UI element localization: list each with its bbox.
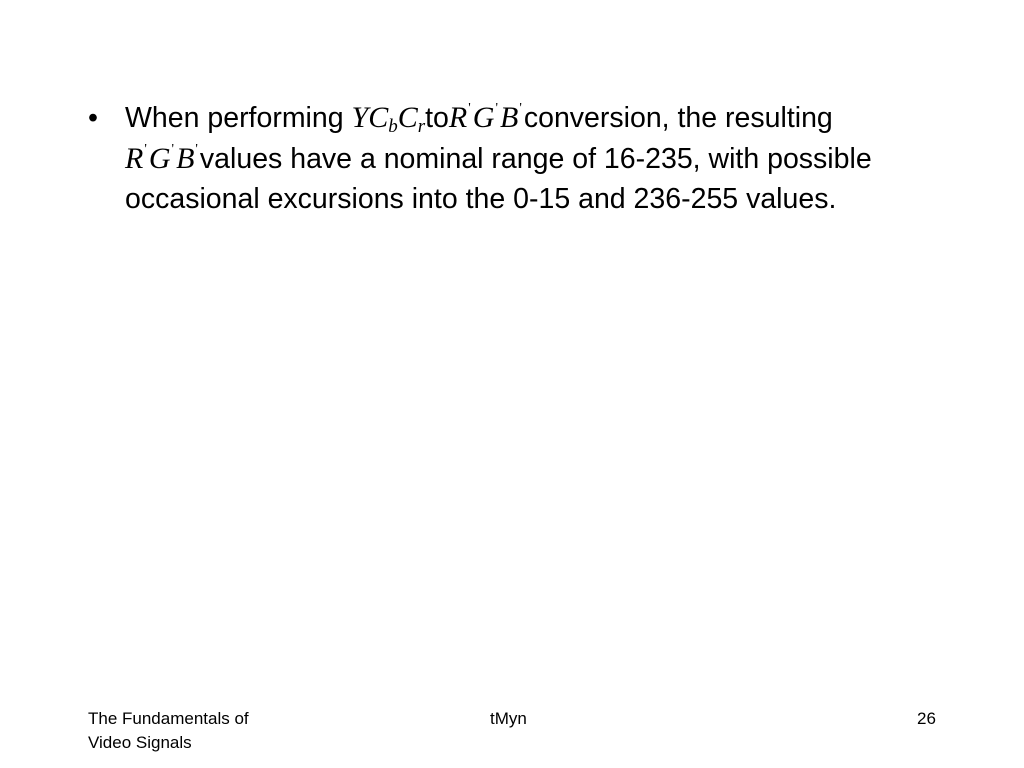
rgb1-b: B <box>499 101 519 134</box>
rgb1-g: G <box>472 101 495 134</box>
bullet-text-1: When performing <box>125 102 352 134</box>
footer-author: tMyn <box>490 709 527 728</box>
rgb2-b: B <box>176 141 195 175</box>
bullet-text-3: conversion, the resulting <box>523 102 833 134</box>
footer-title-line-1: The Fundamentals of <box>88 709 249 728</box>
bullet-item <box>88 98 918 220</box>
page-number: 26 <box>917 709 936 728</box>
footer-title <box>88 707 308 755</box>
ycbcr-formula <box>351 101 426 137</box>
rgb1-r: R <box>448 101 468 134</box>
ycbcr-sub-b: b <box>388 116 398 137</box>
rgb1-b-prime: ' <box>519 101 522 116</box>
ycbcr-y: Y <box>351 101 369 134</box>
rgb2-r: R <box>125 141 144 175</box>
rgb-prime-formula-2 <box>125 142 200 175</box>
rgb2-g-prime: ' <box>171 141 175 157</box>
rgb1-g-prime: ' <box>495 101 498 116</box>
ycbcr-sub-r: r <box>417 116 426 137</box>
rgb-prime-formula-1 <box>449 101 524 134</box>
bullet-list <box>88 98 918 220</box>
rgb2-g: G <box>148 141 171 175</box>
bullet-text-4: values have a nominal range of 16-235, with possible occasional excursions into the 0-15 and 236-255 values. <box>125 142 872 215</box>
footer-title-line-2: Video Signals <box>88 733 192 752</box>
bullet-dot: • <box>88 102 98 134</box>
ycbcr-c1: C <box>368 101 389 134</box>
rgb2-r-prime: ' <box>144 141 147 157</box>
ycbcr-c2: C <box>397 101 418 134</box>
rgb1-r-prime: ' <box>468 101 471 116</box>
bullet-text-2: to <box>425 102 449 134</box>
rgb2-b-prime: ' <box>195 141 198 157</box>
